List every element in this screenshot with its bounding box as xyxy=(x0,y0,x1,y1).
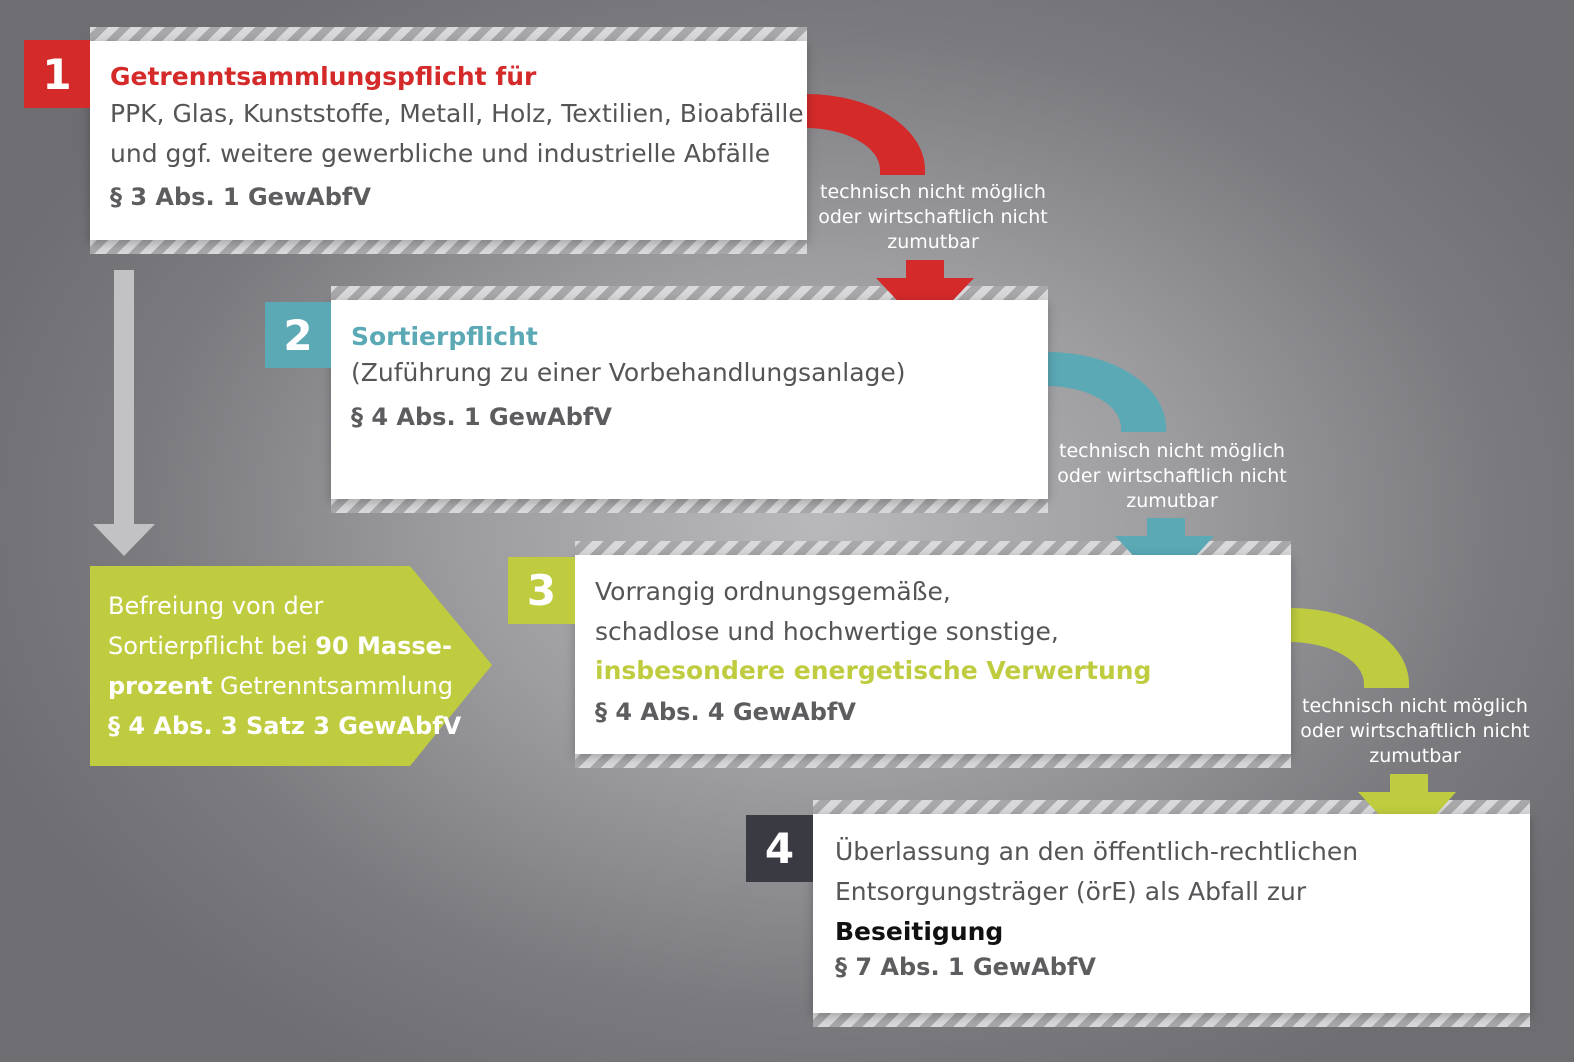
step-4-body-line-2: Entsorgungsträger (örE) als Abfall zur xyxy=(835,877,1307,906)
step-3-number-badge: 3 xyxy=(508,557,575,624)
condition-line-2: oder wirtschaftlich nicht xyxy=(1057,465,1287,487)
step-3-body-line-2: schadlose und hochwertige sonstige, xyxy=(595,617,1059,646)
step-4-number-badge: 4 xyxy=(746,815,813,882)
green-curved-arrow xyxy=(1291,608,1409,688)
step-2-law-reference: § 4 Abs. 1 GewAbfV xyxy=(351,403,612,431)
teal-curved-arrow xyxy=(1048,352,1166,432)
step-3-highlight: insbesondere energetische Verwertung xyxy=(595,656,1152,685)
condition-line-3: zumutbar xyxy=(1126,490,1218,512)
exemption-line-2-bold: 90 Masse- xyxy=(315,632,452,660)
exemption-line-3-bold: prozent xyxy=(108,672,213,700)
step-1-body-line-1: PPK, Glas, Kunststoffe, Metall, Holz, Textilien, Bioabfälle xyxy=(110,99,804,128)
step-2-body-line-1: (Zuführung zu einer Vorbehandlungsanlage) xyxy=(351,358,906,387)
exemption-line-2-text: Sortierpflicht bei xyxy=(108,632,316,660)
exemption-line-3 xyxy=(108,666,453,706)
exemption-line-2 xyxy=(108,626,452,666)
condition-label-1 xyxy=(803,180,1063,255)
gray-arrow-shaft xyxy=(114,270,134,526)
step-2-title: Sortierpflicht xyxy=(351,322,538,351)
green-arrow-shaft xyxy=(1390,774,1428,794)
condition-line-2: oder wirtschaftlich nicht xyxy=(818,206,1048,228)
step-4-emphasis: Beseitigung xyxy=(835,917,1004,946)
step-4-law-reference: § 7 Abs. 1 GewAbfV xyxy=(835,953,1096,981)
exemption-law-reference: § 4 Abs. 3 Satz 3 GewAbfV xyxy=(108,712,462,740)
condition-label-3 xyxy=(1285,694,1545,769)
condition-label-2 xyxy=(1042,439,1302,514)
exemption-line-3-text: Getrenntsammlung xyxy=(212,672,453,700)
condition-line-2: oder wirtschaftlich nicht xyxy=(1300,720,1530,742)
red-curved-arrow xyxy=(807,94,925,175)
step-1-law-reference: § 3 Abs. 1 GewAbfV xyxy=(110,183,371,211)
condition-line-3: zumutbar xyxy=(887,231,979,253)
step-1-number-badge: 1 xyxy=(24,40,90,108)
step-3-body-line-1: Vorrangig ordnungsgemäße, xyxy=(595,577,951,606)
step-3-law-reference: § 4 Abs. 4 GewAbfV xyxy=(595,698,856,726)
exemption-line-1: Befreiung von der xyxy=(108,592,324,620)
gray-arrow-head xyxy=(93,524,155,556)
step-1-body-line-2: und ggf. weitere gewerbliche und industrielle Abfälle xyxy=(110,139,771,168)
condition-line-1: technisch nicht möglich xyxy=(820,181,1046,203)
step-2-number-badge: 2 xyxy=(265,302,331,368)
step-1-title: Getrenntsammlungspflicht für xyxy=(110,62,537,91)
teal-arrow-shaft xyxy=(1147,518,1185,538)
condition-line-3: zumutbar xyxy=(1369,745,1461,767)
red-arrow-shaft xyxy=(906,260,944,280)
condition-line-1: technisch nicht möglich xyxy=(1059,440,1285,462)
step-4-body-line-1: Überlassung an den öffentlich-rechtlichen xyxy=(835,837,1359,866)
condition-line-1: technisch nicht möglich xyxy=(1302,695,1528,717)
